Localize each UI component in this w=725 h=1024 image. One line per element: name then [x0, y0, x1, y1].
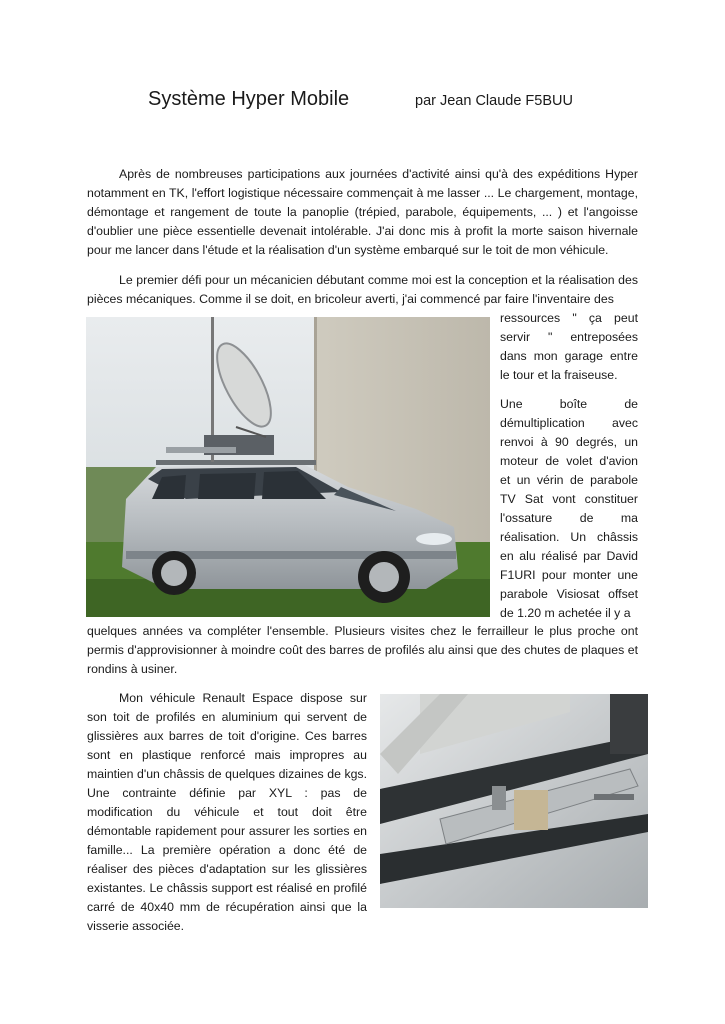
- paragraph-challenge-start: Le premier défi pour un mécanicien débutant comme moi est la conception et la réalisation des pièces mécaniques. Comme il se doit, en bricoleur averti, j'ai commencé par faire l'inventaire des: [87, 273, 638, 306]
- document-title: Système Hyper Mobile: [148, 88, 350, 110]
- car-with-dish-photo: [86, 317, 490, 617]
- paragraph-challenge-end: quelques années va compléter l'ensemble. Plusieurs visites chez le ferrailleur le plus proche ont permis d'approvisionner à moindre coût des barres de profilés alu ainsi que des chutes de plaques et rondins à usiner.: [87, 624, 638, 676]
- paragraph-vehicle: Mon véhicule Renault Espace dispose sur son toit de profilés en aluminium qui servent de glissières aux barres de toit d'origine. Ces barres sont en plastique renforcé mais impropres au maintien d'un châssis de quelques dizaines de kgs. Une contrainte définie par XYL : pas de modification du véhicule et tout doit être démontable rapidement pour assurer les sorties en famille... La première opération a donc été de réaliser des pièces d'adaptation sur les glissières existantes. Le châssis support est réalisé en profilé carré de 40x40 mm de récupération ainsi que la visserie associée.: [87, 691, 367, 933]
- paragraph-intro: Après de nombreuses participations aux journées d'activité ainsi qu'à des expéditions Hyper notamment en TK, l'effort logistique nécessaire commençait à me lasser ... Le chargement, montage, démontage et rangement de toute la panoplie (trépied, parabole, équipements, ... ) et l'angoisse d'oublier une pièce essentielle devenait intolérable. J'ai donc mis à profit la morte saison hivernale pour me lancer dans l'étude et la réalisation d'un système embarqué sur le toit de mon véhicule.: [87, 167, 638, 257]
- paragraph-challenge-side-2: Une boîte de démultiplication avec renvoi à 90 degrés, un moteur de volet d'avion et un vérin de parabole TV Sat vont constituer l'ossature de ma réalisation. Un châssis en alu réalisé par David F1URI pour monter une parabole Visiosat offset de 1.20 m achetée il y a: [500, 397, 638, 620]
- paragraph-challenge-side: ressources " ça peut servir " entreposées dans mon garage entre le tour et la fraiseuse.: [500, 311, 638, 382]
- roof-rails-photo: [380, 694, 648, 908]
- author-byline: par Jean Claude F5BUU: [415, 93, 573, 109]
